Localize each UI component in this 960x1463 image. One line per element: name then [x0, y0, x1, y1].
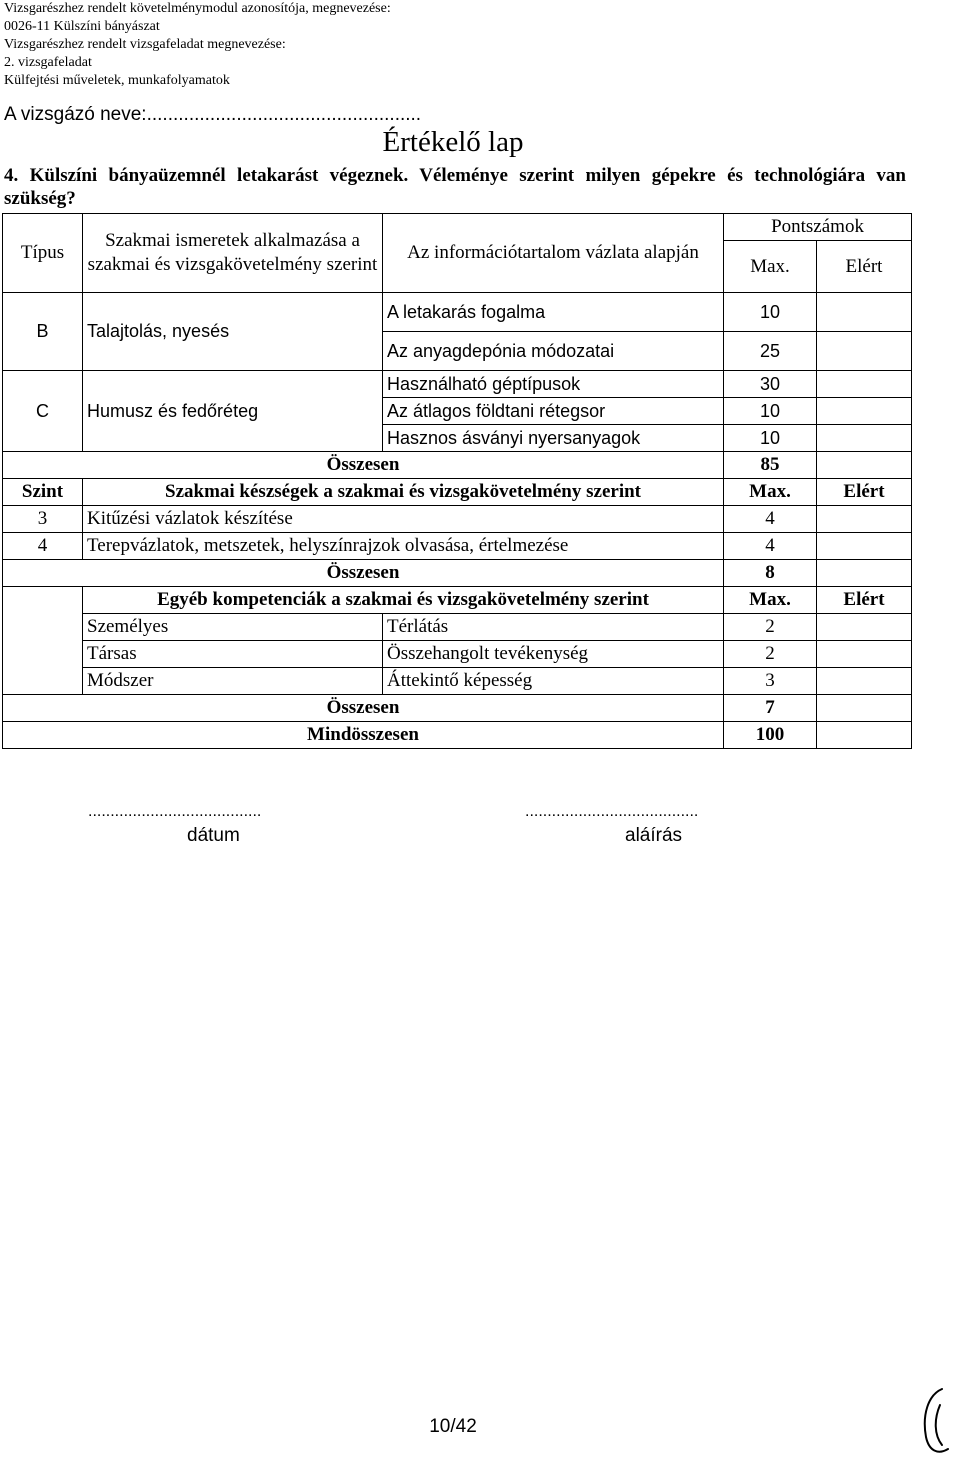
competency-item: Térlátás [383, 614, 724, 641]
signature-mark-icon [918, 1385, 954, 1457]
knowledge-area: Talajtolás, nyesés [83, 293, 383, 371]
achieved-points [817, 614, 912, 641]
achieved-points [817, 533, 912, 560]
grand-total-achieved [817, 722, 912, 749]
knowledge-item: Az anyagdepónia módozatai [383, 332, 724, 371]
subtotal-label: Összesen [3, 452, 724, 479]
grand-total-max: 100 [724, 722, 817, 749]
knowledge-item: Az átlagos földtani rétegsor [383, 398, 724, 425]
knowledge-item: A letakarás fogalma [383, 293, 724, 332]
evaluation-table [2, 213, 912, 749]
col-header-elert: Elért [817, 241, 912, 293]
skill-level: 3 [3, 506, 83, 533]
competency-type: Személyes [83, 614, 383, 641]
achieved-points [817, 641, 912, 668]
max-points: 30 [724, 371, 817, 398]
date-dots: ....................................... [88, 803, 262, 820]
module-header [4, 0, 391, 90]
col-header-pontszamok: Pontszámok [724, 214, 912, 241]
skill-item: Kitűzési vázlatok készítése [83, 506, 724, 533]
subtotal-max: 7 [724, 695, 817, 722]
competency-item: Áttekintő képesség [383, 668, 724, 695]
header-line: Vizsgarészhez rendelt vizsgafeladat megnevezése: [4, 37, 286, 52]
header-line: 0026-11 Külszíni bányászat [4, 19, 160, 34]
subtotal-achieved [817, 695, 912, 722]
knowledge-item: Hasznos ásványi nyersanyagok [383, 425, 724, 452]
col-header-elert: Elért [817, 587, 912, 614]
subtotal-label: Összesen [3, 560, 724, 587]
max-points: 10 [724, 425, 817, 452]
header-line: Külfejtési műveletek, munkafolyamatok [4, 73, 230, 88]
skill-item: Terepvázlatok, metszetek, helyszínrajzok olvasása, értelmezése [83, 533, 724, 560]
col-header-tipus: Típus [3, 214, 83, 293]
col-header-max: Max. [724, 241, 817, 293]
max-points: 2 [724, 641, 817, 668]
max-points: 3 [724, 668, 817, 695]
page-number: 10/42 [429, 1416, 477, 1437]
col-header-szint: Szint [3, 479, 83, 506]
max-points: 4 [724, 506, 817, 533]
skill-level: 4 [3, 533, 83, 560]
max-points: 10 [724, 398, 817, 425]
header-line: Vizsgarészhez rendelt követelménymodul azonosítója, megnevezése: [4, 1, 391, 16]
col-header-szakmai: Szakmai ismeretek alkalmazása a szakmai és vizsgakövetelmény szerint [83, 214, 383, 293]
knowledge-item: Használható géptípusok [383, 371, 724, 398]
subtotal-max: 85 [724, 452, 817, 479]
achieved-points [817, 425, 912, 452]
knowledge-area: Humusz és fedőréteg [83, 371, 383, 452]
page-title: Értékelő lap [382, 126, 524, 158]
skills-header: Szakmai készségek a szakmai és vizsgakövetelmény szerint [83, 479, 724, 506]
achieved-points [817, 293, 912, 332]
header-line: 2. vizsgafeladat [4, 55, 92, 70]
examinee-name-line: A vizsgázó neve:.................................................... [4, 104, 422, 125]
col-header-max: Max. [724, 479, 817, 506]
achieved-points [817, 332, 912, 371]
achieved-points [817, 668, 912, 695]
col-header-elert: Elért [817, 479, 912, 506]
achieved-points [817, 506, 912, 533]
subtotal-max: 8 [724, 560, 817, 587]
competency-item: Összehangolt tevékenység [383, 641, 724, 668]
subtotal-achieved [817, 560, 912, 587]
competency-type: Társas [83, 641, 383, 668]
empty-cell [3, 587, 83, 695]
max-points: 25 [724, 332, 817, 371]
col-header-max: Max. [724, 587, 817, 614]
tipus-cell: C [3, 371, 83, 452]
date-label: dátum [187, 825, 240, 846]
col-header-info: Az információtartalom vázlata alapján [383, 214, 724, 293]
subtotal-label: Összesen [3, 695, 724, 722]
max-points: 2 [724, 614, 817, 641]
achieved-points [817, 371, 912, 398]
signature-label: aláírás [625, 825, 683, 846]
max-points: 4 [724, 533, 817, 560]
signature-dots: ....................................... [525, 803, 699, 820]
grand-total-label: Mindösszesen [3, 722, 724, 749]
task-statement: 4. Külszíni bányaüzemnél letakarást végeznek. Véleménye szerint milyen gépekre és technológiára van szükség? [4, 165, 906, 209]
tipus-cell: B [3, 293, 83, 371]
subtotal-achieved [817, 452, 912, 479]
competency-type: Módszer [83, 668, 383, 695]
max-points: 10 [724, 293, 817, 332]
achieved-points [817, 398, 912, 425]
other-competencies-header: Egyéb kompetenciák a szakmai és vizsgakövetelmény szerint [83, 587, 724, 614]
